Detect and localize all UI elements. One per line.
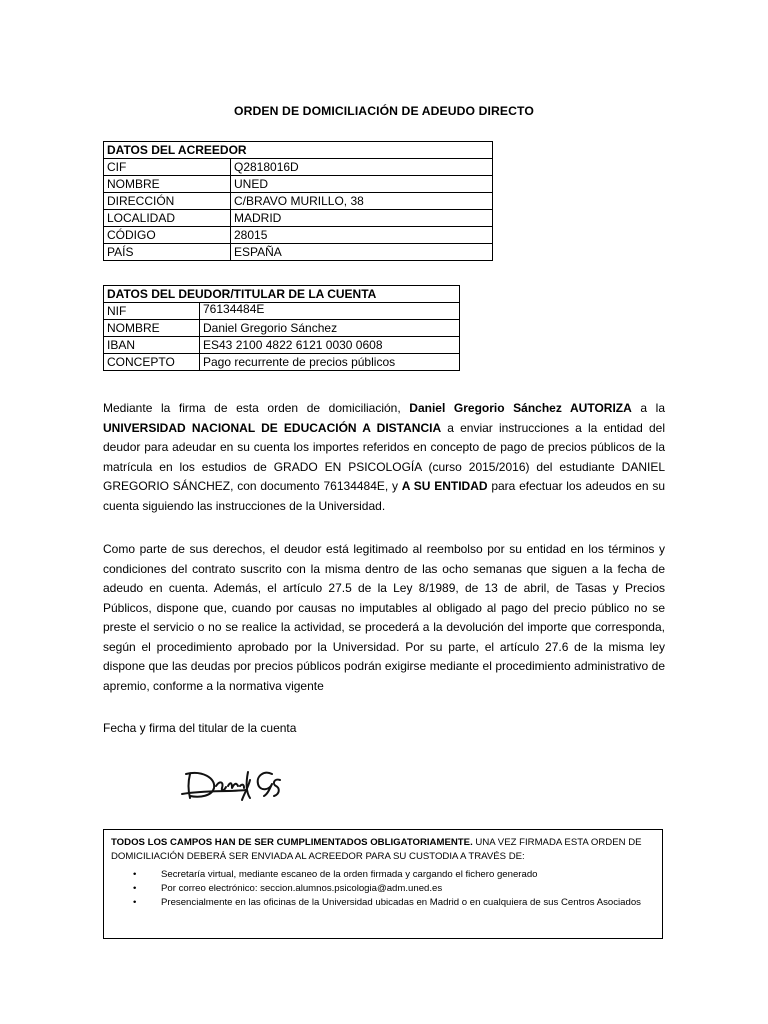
mandatory-fields-notice: TODOS LOS CAMPOS HAN DE SER CUMPLIMENTADOS OBLIGATORIAMENTE.	[111, 837, 473, 848]
bullet-icon: •	[133, 883, 137, 894]
creditor-table	[103, 141, 493, 261]
authorization-paragraph	[103, 399, 665, 516]
table-row	[104, 159, 493, 176]
table-row	[104, 193, 493, 210]
field-value: Daniel Gregorio Sánchez	[200, 320, 460, 337]
university-name: UNIVERSIDAD NACIONAL DE EDUCACIÓN A DISTANCIA	[103, 420, 442, 435]
field-label: CONCEPTO	[104, 354, 200, 371]
bullet-icon: •	[133, 869, 137, 880]
field-value: 28015	[231, 227, 493, 244]
signature-label: Fecha y firma del titular de la cuenta	[103, 721, 297, 735]
field-label: IBAN	[104, 337, 200, 354]
paragraph-text: Mediante la firma de esta orden de domiciliación,	[103, 401, 410, 415]
paragraph-text: a la	[631, 401, 666, 415]
table-row	[104, 244, 493, 261]
debtor-table	[103, 285, 460, 371]
field-value: ES43 2100 4822 6121 0030 0608	[200, 337, 460, 354]
handwritten-signature	[176, 760, 286, 810]
list-item-text: Por correo electrónico: seccion.alumnos.psicologia@adm.uned.es	[161, 883, 443, 894]
field-label: CIF	[104, 159, 231, 176]
field-value: Q2818016D	[231, 159, 493, 176]
field-label: LOCALIDAD	[104, 210, 231, 227]
paragraph-text: para efectuar los adeudos en su cuenta siguiendo las instrucciones de la Universidad.	[103, 479, 665, 513]
rights-paragraph: Como parte de sus derechos, el deudor está legitimado al reembolso por su entidad en los términos y condiciones del contrato suscrito con la misma dentro de las ocho semanas que siguen a la fecha de adeudo en cuenta. Además, el artículo 27.5 de la Ley 8/1989, de 13 de abril, de Tasas y Precios Públicos, dispone que, cuando por causas no imputables al obligado al pago del precio público no se preste el servicio o no se realice la actividad, se procederá a la devolución del importe que corresponda, según el procedimiento aprobado por la Universidad. Por su parte, el artículo 27.6 de la misma ley dispone que las deudas por precios públicos podrán exigirse mediante el procedimiento administrativo de apremio, conforme a la normativa vigente	[103, 542, 665, 693]
field-label: NIF	[104, 303, 200, 320]
creditor-header: DATOS DEL ACREEDOR	[104, 142, 493, 159]
table-row	[104, 210, 493, 227]
list-item-text: Secretaría virtual, mediante escaneo de la orden firmada y cargando el fichero generado	[161, 869, 538, 880]
instructions-lead	[111, 836, 654, 864]
list-item-text: Presencialmente en las oficinas de la Universidad ubicadas en Madrid o en cualquiera de sus Centros Asociados	[161, 897, 641, 908]
submission-methods-list	[111, 868, 654, 910]
paragraph-text: a enviar instrucciones a la entidad del deudor para adeudar en su cuenta los importes referidos en concepto de pago de precios públicos de la matrícula en los estudios de GRADO EN PSICOLOGÍA (curso 2015/2016) del estudiante DANIEL GREGORIO SÁNCHEZ, con documento 76134484E, y	[103, 420, 665, 493]
table-row	[104, 337, 460, 354]
field-label: DIRECCIÓN	[104, 193, 231, 210]
table-row	[104, 176, 493, 193]
field-label: CÓDIGO	[104, 227, 231, 244]
field-value: Pago recurrente de precios públicos	[200, 354, 460, 371]
list-item	[111, 868, 654, 882]
debtor-name-authorizes: Daniel Gregorio Sánchez AUTORIZA	[409, 401, 632, 415]
bullet-icon: •	[133, 897, 137, 908]
table-row	[104, 227, 493, 244]
entity-emphasis: A SU ENTIDAD	[401, 479, 488, 493]
field-value: ESPAÑA	[231, 244, 493, 261]
list-item	[111, 896, 654, 910]
table-row	[104, 320, 460, 337]
debtor-header: DATOS DEL DEUDOR/TITULAR DE LA CUENTA	[104, 286, 460, 303]
field-value: MADRID	[231, 210, 493, 227]
debtor-header-row	[104, 286, 460, 303]
table-row	[104, 303, 460, 320]
field-label: NOMBRE	[104, 320, 200, 337]
creditor-header-row	[104, 142, 493, 159]
field-label: NOMBRE	[104, 176, 231, 193]
field-value: 76134484E	[200, 303, 460, 320]
field-value: UNED	[231, 176, 493, 193]
field-label: PAÍS	[104, 244, 231, 261]
instructions-box	[103, 829, 663, 939]
table-row	[104, 354, 460, 371]
list-item	[111, 882, 654, 896]
field-value: C/BRAVO MURILLO, 38	[231, 193, 493, 210]
instructions-text: UNA VEZ FIRMADA ESTA ORDEN DE DOMICILIACIÓN DEBERÁ SER ENVIADA AL ACREEDOR PARA SU CUSTODIA A TRAVÉS DE:	[111, 837, 642, 862]
document-title: ORDEN DE DOMICILIACIÓN DE ADEUDO DIRECTO	[234, 104, 534, 118]
